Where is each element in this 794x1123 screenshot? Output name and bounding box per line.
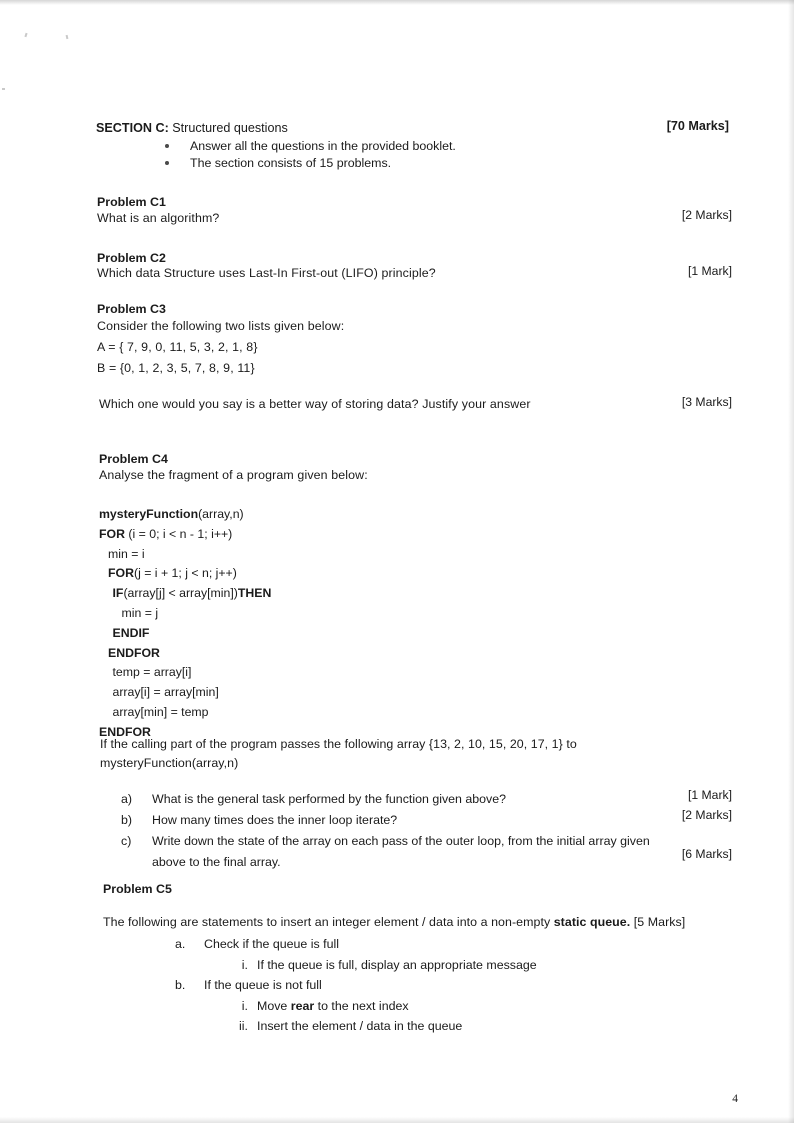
problem-c3-marks: [3 Marks] (681, 395, 732, 409)
problem-c1-title: Problem C1 (97, 195, 166, 209)
problem-c3-list-a: A = { 7, 9, 0, 11, 5, 3, 2, 1, 8} (97, 340, 258, 354)
code-text: temp = array[i] (112, 665, 192, 680)
list-marker: i. (241, 998, 248, 1013)
list-item (163, 155, 456, 172)
scan-speck (66, 35, 69, 39)
code-keyword: THEN (237, 586, 272, 601)
code-text: (j = i + 1; j < n; j++) (133, 566, 237, 581)
problem-c4-intro: Analyse the fragment of a program given below: (99, 468, 368, 482)
code-line (99, 663, 271, 683)
list-marker: b) (121, 813, 133, 827)
subquestion-text: What is the general task performed by the function given above? (152, 792, 507, 806)
section-title: Structured questions (168, 121, 288, 135)
substep-text-post: to the next index (314, 998, 409, 1013)
problem-c4-sub-a-marks: [1 Mark] (687, 788, 732, 802)
problem-c2-question: Which data Structure uses Last-In First-out (LIFO) principle? (97, 266, 436, 280)
list-item (121, 810, 731, 830)
page-number: 4 (732, 1093, 738, 1105)
problem-c3-list-b: B = {0, 1, 2, 3, 5, 7, 8, 9, 11} (97, 361, 255, 375)
substep-list (204, 955, 537, 976)
bullet-icon (165, 161, 169, 165)
code-text: (i = 0; i < n - 1; i++) (124, 526, 233, 541)
problem-c4-sub-b-marks: [2 Marks] (681, 808, 732, 822)
problem-c1-marks: [2 Marks] (681, 208, 732, 222)
problem-c1-question: What is an algorithm? (97, 211, 220, 225)
list-item (163, 138, 456, 155)
code-line (99, 545, 271, 565)
list-item (227, 1016, 537, 1037)
section-header (96, 121, 288, 135)
problem-c3-question: Which one would you say is a better way of storing data? Justify your answer (99, 397, 531, 411)
scan-edge-shadow-right (788, 0, 794, 1123)
scan-edge-shadow-bottom (0, 1117, 794, 1123)
problem-c4-title: Problem C4 (99, 452, 168, 466)
substep-list (204, 996, 537, 1037)
scan-speck (24, 33, 27, 37)
subquestion-text: Write down the state of the array on each pass of the outer loop, from the initial array given (152, 834, 650, 848)
problem-c4-calling-line-2: mysteryFunction(array,n) (100, 756, 239, 770)
list-item (227, 955, 537, 976)
code-text: array[min] = temp (112, 704, 209, 719)
problem-c2-title: Problem C2 (97, 251, 166, 265)
list-marker: i. (241, 957, 248, 972)
subquestion-text: How many times does the inner loop iterate? (152, 813, 398, 827)
code-text: min = j (121, 605, 159, 620)
substep-text: If the queue is full, display an appropriate message (257, 957, 537, 972)
step-text: If the queue is not full (204, 978, 322, 993)
code-line (99, 683, 271, 703)
instruction-text: Answer all the questions in the provided booklet. (190, 139, 456, 153)
list-item (227, 996, 537, 1017)
scan-speck (2, 88, 5, 90)
code-line (99, 703, 271, 723)
section-marks: [70 Marks] (666, 119, 729, 133)
code-line (99, 505, 271, 525)
problem-c5-marks: [5 Marks] (630, 915, 686, 929)
list-marker: c) (121, 834, 132, 848)
list-marker: a) (121, 792, 133, 806)
code-keyword: IF (112, 586, 124, 601)
section-instructions (163, 138, 456, 172)
code-line (99, 604, 271, 624)
list-item (175, 934, 537, 975)
bullet-icon (165, 144, 169, 148)
section-label: SECTION C: (96, 121, 169, 135)
code-keyword: FOR (108, 566, 134, 581)
problem-c5-steps (175, 934, 537, 1037)
problem-c4-subquestions (121, 789, 731, 873)
substep-text-pre: Move (257, 998, 291, 1013)
problem-c5-title: Problem C5 (103, 882, 172, 896)
list-item (121, 831, 731, 872)
substep-text-emphasis: rear (290, 998, 315, 1013)
list-item (121, 789, 731, 809)
code-keyword: mysteryFunction (99, 507, 199, 521)
code-keyword: ENDFOR (108, 645, 160, 660)
problem-c3-title: Problem C3 (97, 302, 166, 316)
instruction-text: The section consists of 15 problems. (190, 156, 392, 170)
code-keyword: FOR (99, 526, 125, 541)
code-text: array[i] = array[min] (112, 685, 219, 700)
substep-text: Insert the element / data in the queue (257, 1019, 463, 1034)
problem-c5-intro-emphasis: static queue. (553, 915, 631, 929)
list-marker: b. (175, 978, 186, 993)
code-keyword: ENDFOR (99, 724, 151, 739)
subquestion-text-line2: above to the final array. (152, 855, 281, 869)
code-line (99, 525, 271, 545)
step-text: Check if the queue is full (204, 937, 339, 951)
list-marker: ii. (239, 1019, 248, 1034)
problem-c3-intro: Consider the following two lists given below: (97, 319, 345, 333)
problem-c4-sub-c-marks: [6 Marks] (681, 847, 732, 861)
code-line (99, 564, 271, 584)
code-text: (array,n) (198, 507, 244, 521)
list-item (175, 975, 537, 1037)
code-line (99, 584, 271, 604)
list-marker: a. (175, 937, 186, 951)
code-text: (array[j] < array[min]) (123, 586, 238, 601)
problem-c5-intro (103, 914, 685, 930)
scan-edge-shadow-top (0, 0, 794, 5)
problem-c4-calling-line-1: If the calling part of the program passes the following array {13, 2, 10, 15, 20, 17, 1} to (100, 737, 577, 751)
code-text: min = i (108, 546, 145, 561)
code-line (99, 644, 271, 664)
problem-c5-intro-text: The following are statements to insert an integer element / data into a non-empty (103, 915, 554, 929)
code-keyword: ENDIF (112, 625, 150, 640)
problem-c2-marks: [1 Mark] (687, 264, 732, 278)
code-line (99, 624, 271, 644)
pseudocode-block (99, 505, 271, 743)
